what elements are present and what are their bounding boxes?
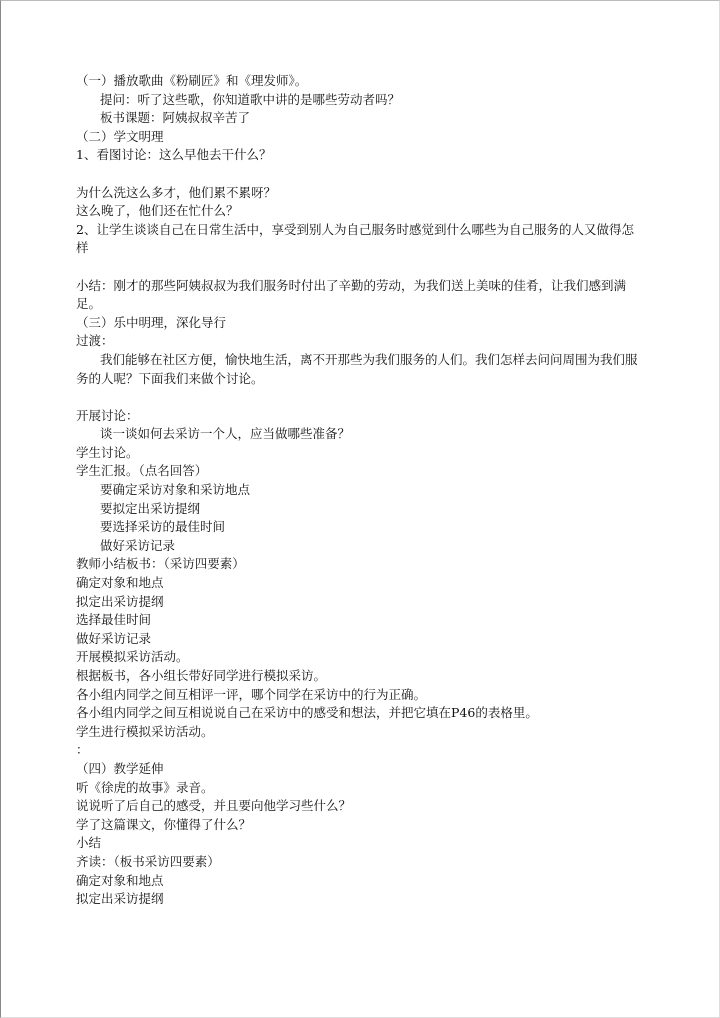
list-item: 做好采访记录: [76, 630, 152, 646]
text-line: 1、看图讨论：这么早他去干什么？: [76, 147, 272, 163]
blank-line: [76, 165, 646, 184]
list-item: 要确定采访对象和采访地点: [100, 482, 251, 498]
text-line: 开展模拟采访活动。: [76, 649, 189, 665]
list-item: 做好采访记录: [100, 537, 176, 553]
section-heading: （四）教学延伸: [76, 760, 164, 776]
list-item: 要拟定出采访提纲: [100, 500, 201, 516]
text-line: 为什么洗这么多才，他们累不累呀？: [76, 184, 277, 200]
text-line: 听《徐虎的故事》录音。: [76, 779, 214, 795]
list-item: 确定对象和地点: [76, 872, 164, 888]
text-line: 谈一谈如何去采访一个人，应当做哪些准备？: [100, 426, 351, 442]
list-item: 拟定出采访提纲: [76, 593, 164, 609]
text-line: 学生汇报。（点名回答）: [76, 463, 208, 479]
blank-line: [76, 258, 646, 277]
text-line: 小结: [76, 835, 102, 851]
text-line: 教师小结板书：（采访四要素）: [76, 556, 245, 572]
text-line: 各小组内同学之间互相说说自己在采访中的感受和想法，并把它填在P46的表格里。: [76, 705, 538, 721]
text-line: 各小组内同学之间互相评一评，哪个同学在采访中的行为正确。: [76, 686, 427, 702]
text-line: 根据板书，各小组长带好同学进行模拟采访。: [76, 668, 327, 683]
list-item: 要选择采访的最佳时间: [100, 519, 226, 535]
text-line: 板书课题：阿姨叔叔辛苦了: [100, 110, 251, 126]
text-line: 提问：听了这些歌，你知道歌中讲的是哪些劳动者吗？: [100, 91, 401, 107]
text-line: 说说听了后自己的感受，并且要向他学习些什么？: [76, 798, 352, 814]
text-line: 学了这篇课文，你懂得了什么？: [76, 816, 252, 832]
section-heading: （三）乐中明理，深化导行: [76, 314, 227, 330]
text-line: 齐读：（板书采访四要素）: [76, 853, 220, 869]
section-heading: （一）播放歌曲《粉刷匠》和《理发师》。: [76, 73, 308, 88]
list-item: 确定对象和地点: [76, 575, 164, 591]
document-body: [76, 72, 646, 909]
text-line: 这么晚了，他们还在忙什么？: [76, 203, 239, 219]
paragraph: 小结：刚才的那些阿姨叔叔为我们服务时付出了辛勤的劳动，为我们送上美味的佳肴，让我们感到满足。: [76, 277, 627, 312]
list-item: 拟定出采访提纲: [76, 891, 164, 907]
paragraph: 2、让学生谈谈自己在日常生活中，享受到别人为自己服务时感觉到什么哪些为自己服务的人又做得怎样: [76, 221, 634, 256]
section-heading: （二）学文明理: [76, 128, 164, 144]
list-item: 选择最佳时间: [76, 612, 152, 628]
text-line: ：: [76, 742, 89, 758]
text-line: 开展讨论：: [76, 407, 139, 423]
text-line: 学生讨论。: [76, 444, 139, 460]
text-line: 学生进行模拟采访活动。: [76, 723, 214, 739]
paragraph: 我们能够在社区方便，愉快地生活，离不开那些为我们服务的人们。我们怎样去问问周围为我们服务的人呢？下面我们来做个讨论。: [76, 351, 638, 386]
text-line: 过渡：: [76, 333, 114, 349]
blank-line: [76, 388, 646, 407]
